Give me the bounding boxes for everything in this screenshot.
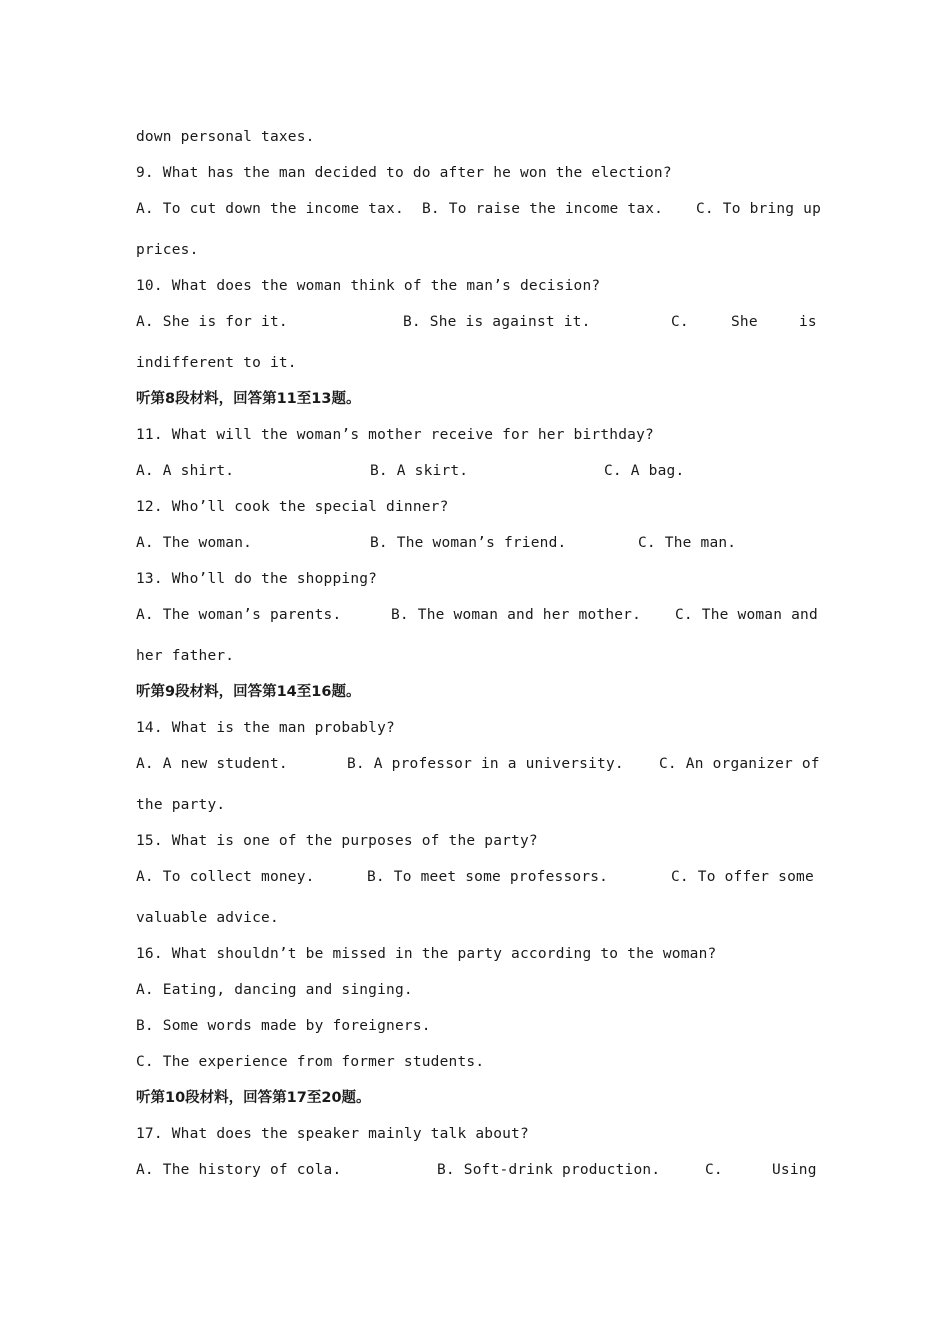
option-17c-label: C. — [705, 1162, 723, 1178]
section-heading-10: 听第10段材料，回答第17至20题。 — [136, 1090, 371, 1106]
option-13c-continued: her father. — [136, 648, 235, 664]
question-16: 16. What shouldn’t be missed in the party according to the woman? — [136, 946, 717, 962]
option-13b: B. The woman and her mother. — [391, 607, 642, 623]
option-14c: C. An organizer of — [659, 756, 820, 772]
option-12a: A. The woman. — [136, 535, 253, 551]
options-14 — [136, 753, 820, 775]
option-13c: C. The woman and — [675, 607, 818, 623]
option-11c: C. A bag. — [604, 463, 685, 479]
option-14b: B. A professor in a university. — [347, 756, 624, 772]
option-9c: C. To bring up — [696, 201, 822, 217]
option-11b: B. A skirt. — [370, 463, 469, 479]
section-heading-8: 听第8段材料，回答第11至13题。 — [136, 391, 361, 407]
options-10 — [136, 311, 815, 333]
options-13 — [136, 604, 818, 626]
text-line: down personal taxes. — [136, 129, 315, 145]
option-17a: A. The history of cola. — [136, 1162, 342, 1178]
option-10a: A. She is for it. — [136, 314, 288, 330]
option-16b: B. Some words made by foreigners. — [136, 1018, 431, 1034]
option-10c-word2: is — [799, 314, 817, 330]
options-15 — [136, 866, 815, 888]
option-17c-word: Using — [772, 1162, 817, 1178]
option-15a: A. To collect money. — [136, 869, 315, 885]
option-13a: A. The woman’s parents. — [136, 607, 342, 623]
option-15c-continued: valuable advice. — [136, 910, 279, 926]
option-10c-label: C. — [671, 314, 689, 330]
options-12 — [136, 532, 815, 554]
question-15: 15. What is one of the purposes of the party? — [136, 833, 538, 849]
option-9b: B. To raise the income tax. — [422, 201, 664, 217]
option-10c-continued: indifferent to it. — [136, 355, 297, 371]
option-14c-continued: the party. — [136, 797, 226, 813]
option-12c: C. The man. — [638, 535, 737, 551]
options-11 — [136, 460, 815, 482]
option-11a: A. A shirt. — [136, 463, 235, 479]
question-14: 14. What is the man probably? — [136, 720, 395, 736]
question-13: 13. Who’ll do the shopping? — [136, 571, 378, 587]
option-12b: B. The woman’s friend. — [370, 535, 567, 551]
option-17b: B. Soft-drink production. — [437, 1162, 661, 1178]
option-10c-word1: She — [731, 314, 758, 330]
option-10b: B. She is against it. — [403, 314, 591, 330]
option-9a: A. To cut down the income tax. — [136, 201, 404, 217]
question-12: 12. Who’ll cook the special dinner? — [136, 499, 449, 515]
section-heading-9: 听第9段材料，回答第14至16题。 — [136, 684, 361, 700]
option-15c: C. To offer some — [671, 869, 814, 885]
option-9c-continued: prices. — [136, 242, 199, 258]
option-16c: C. The experience from former students. — [136, 1054, 485, 1070]
options-9 — [136, 198, 822, 220]
question-10: 10. What does the woman think of the man’s decision? — [136, 278, 601, 294]
question-11: 11. What will the woman’s mother receive for her birthday? — [136, 427, 654, 443]
option-16a: A. Eating, dancing and singing. — [136, 982, 413, 998]
question-17: 17. What does the speaker mainly talk about? — [136, 1126, 529, 1142]
options-17 — [136, 1159, 815, 1181]
option-15b: B. To meet some professors. — [367, 869, 609, 885]
question-9: 9. What has the man decided to do after he won the election? — [136, 165, 672, 181]
option-14a: A. A new student. — [136, 756, 288, 772]
